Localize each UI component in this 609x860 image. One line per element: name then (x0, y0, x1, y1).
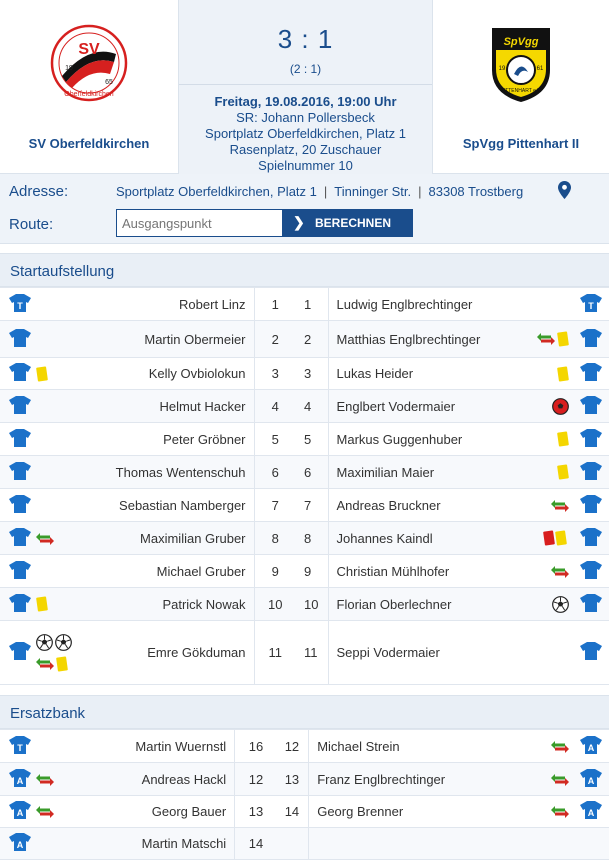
home-shirt (0, 321, 36, 358)
home-team-name[interactable]: SV Oberfeldkirchen (28, 136, 150, 151)
away-shirt (573, 763, 609, 796)
player-row (0, 796, 609, 828)
substitution-icon (537, 332, 555, 346)
home-events (36, 621, 86, 685)
chevron-right-icon: ❯ (293, 214, 305, 230)
away-player-name[interactable]: Christian Mühlhofer (328, 555, 513, 588)
svg-text:19: 19 (498, 66, 506, 72)
away-player-number: 12 (277, 730, 309, 763)
bench-title: Ersatzbank (10, 705, 86, 722)
substitution-icon (36, 805, 54, 819)
shirt-icon (580, 396, 602, 414)
home-player-number: 8 (254, 522, 296, 555)
player-row (0, 423, 609, 456)
yellow-red-card-icon (543, 530, 569, 546)
svg-text:PITTENHART e.V.: PITTENHART e.V. (500, 88, 542, 94)
match-header (0, 0, 609, 174)
home-events (36, 288, 86, 321)
route-start-input[interactable] (116, 209, 283, 237)
away-shirt (573, 456, 609, 489)
away-player-name[interactable]: Lukas Heider (328, 358, 513, 390)
away-events (513, 321, 573, 358)
final-score: 3 : 1 (277, 24, 334, 54)
away-shirt (573, 588, 609, 621)
away-player-number: 14 (277, 796, 309, 828)
svg-text:61: 61 (536, 66, 544, 72)
match-info (179, 94, 432, 174)
home-events (36, 456, 86, 489)
away-player-number: 2 (296, 321, 328, 358)
svg-text:A: A (16, 775, 24, 786)
bench-table (0, 729, 609, 860)
venue: Sportplatz Oberfeldkirchen, Platz 1 (205, 126, 406, 141)
keeper-shirt-icon (9, 736, 31, 754)
away-events (513, 730, 573, 763)
home-player-name[interactable]: Maximilian Gruber (86, 522, 254, 555)
shirt-icon (9, 329, 31, 347)
home-player-number: 7 (254, 489, 296, 522)
svg-text:A: A (587, 742, 595, 753)
away-player-number: 4 (296, 390, 328, 423)
away-shirt (573, 321, 609, 358)
away-shirt (573, 423, 609, 456)
home-shirt (0, 763, 36, 796)
away-player-number: 13 (277, 763, 309, 796)
away-player-number: 3 (296, 358, 328, 390)
shirt-icon (9, 528, 31, 546)
lineup-section-header (0, 253, 609, 287)
home-player-name[interactable]: Andreas Hackl (86, 763, 235, 796)
route-label: Route: (9, 216, 54, 233)
sub-shirt-icon (580, 769, 602, 787)
svg-text:65: 65 (105, 79, 113, 86)
away-player-name[interactable]: Maximilian Maier (328, 456, 513, 489)
sub-shirt-icon (9, 833, 31, 851)
address-venue: Sportplatz Oberfeldkirchen, Platz 1 (116, 184, 317, 199)
home-player-name[interactable]: Michael Gruber (86, 555, 254, 588)
away-shirt (573, 555, 609, 588)
home-player-name[interactable]: Sebastian Namberger (86, 489, 254, 522)
away-events (513, 522, 573, 555)
away-shirt (573, 796, 609, 828)
shirt-icon (580, 363, 602, 381)
away-events (513, 555, 573, 588)
home-player-number: 14 (235, 828, 277, 860)
away-shirt (573, 730, 609, 763)
home-events (36, 390, 86, 423)
away-player-name[interactable]: Florian Oberlechner (328, 588, 513, 621)
lineup-title: Startaufstellung (10, 263, 115, 280)
home-events (36, 321, 86, 358)
home-player-number: 5 (254, 423, 296, 456)
away-player-number: 5 (296, 423, 328, 456)
address-label: Adresse: (9, 183, 69, 200)
address-text[interactable]: Sportplatz Oberfeldkirchen, Platz 1 | Tinninger Str. | 83308 Trostberg (116, 184, 524, 199)
substitution-icon (36, 532, 54, 546)
player-row (0, 588, 609, 621)
away-events (513, 288, 573, 321)
calculate-route-label: BERECHNEN (315, 216, 392, 230)
away-player-number: 7 (296, 489, 328, 522)
svg-text:19: 19 (65, 65, 73, 72)
shirt-icon (9, 561, 31, 579)
away-shirt (573, 358, 609, 390)
away-player-number: 1 (296, 288, 328, 321)
player-row (0, 730, 609, 763)
sub-shirt-icon (9, 801, 31, 819)
home-player-name[interactable]: Kelly Ovbiolokun (86, 358, 254, 390)
away-player-name[interactable]: Markus Guggenhuber (328, 423, 513, 456)
home-player-number: 11 (254, 621, 296, 685)
yellow-card-icon (56, 656, 68, 672)
away-events (513, 358, 573, 390)
away-team-logo (488, 24, 554, 104)
yellow-card-icon (557, 431, 569, 447)
away-player-name[interactable]: Andreas Bruckner (328, 489, 513, 522)
home-shirt (0, 555, 36, 588)
keeper-shirt-icon (580, 294, 602, 312)
home-shirt (0, 522, 36, 555)
home-logo-text: SV (78, 41, 100, 58)
home-player-name[interactable]: Patrick Nowak (86, 588, 254, 621)
home-player-number: 4 (254, 390, 296, 423)
home-player-number: 1 (254, 288, 296, 321)
away-events (513, 456, 573, 489)
home-shirt (0, 489, 36, 522)
match-summary (178, 0, 433, 174)
away-player-name[interactable]: Franz Englbrechtinger (309, 763, 513, 796)
surface-spectators: Rasenplatz, 20 Zuschauer (229, 142, 382, 157)
away-player-number (277, 828, 309, 860)
shirt-icon (580, 561, 602, 579)
substitution-icon (551, 740, 569, 754)
player-row (0, 522, 609, 555)
away-logo-text: SpVgg (503, 36, 539, 48)
home-shirt (0, 358, 36, 390)
away-player-name[interactable]: Seppi Vodermaier (328, 621, 513, 685)
home-shirt (0, 588, 36, 621)
svg-text:A: A (587, 775, 595, 786)
shirt-icon (9, 462, 31, 480)
svg-text:A: A (16, 808, 24, 818)
player-row (0, 390, 609, 423)
away-player-name[interactable]: Johannes Kaindl (328, 522, 513, 555)
away-events (513, 423, 573, 456)
shirt-icon (580, 429, 602, 447)
home-player-name[interactable]: Robert Linz (86, 288, 254, 321)
home-player-name[interactable]: Martin Wuernstl (86, 730, 235, 763)
home-player-name[interactable]: Georg Bauer (86, 796, 235, 828)
shirt-icon (9, 396, 31, 414)
shirt-icon (9, 363, 31, 381)
away-events (513, 588, 573, 621)
home-shirt (0, 390, 36, 423)
home-events (36, 828, 86, 860)
shirt-icon (580, 462, 602, 480)
goal-ball-icon (55, 634, 72, 651)
away-player-number: 6 (296, 456, 328, 489)
away-shirt (573, 828, 609, 860)
shirt-icon (580, 495, 602, 513)
yellow-card-icon (557, 464, 569, 480)
home-events (36, 423, 86, 456)
home-player-number: 16 (235, 730, 277, 763)
home-player-number: 2 (254, 321, 296, 358)
away-player-name[interactable]: Georg Brenner (309, 796, 513, 828)
home-shirt (0, 828, 36, 860)
address-bar (0, 174, 609, 244)
home-shirt (0, 796, 36, 828)
home-shirt (0, 423, 36, 456)
home-shirt (0, 288, 36, 321)
away-events (513, 828, 573, 860)
player-row (0, 288, 609, 321)
shirt-icon (9, 594, 31, 612)
shirt-icon (580, 642, 602, 660)
own-goal-ball-icon (552, 398, 569, 415)
player-row (0, 828, 609, 860)
yellow-card-icon (36, 366, 48, 382)
substitution-icon (551, 773, 569, 787)
sub-shirt-icon (580, 736, 602, 754)
svg-text:Oberfeldkirchen: Oberfeldkirchen (64, 91, 114, 98)
away-player-name[interactable]: Matthias Englbrechtinger (328, 321, 513, 358)
player-row (0, 321, 609, 358)
home-events (36, 796, 86, 828)
home-player-name[interactable]: Thomas Wentenschuh (86, 456, 254, 489)
keeper-shirt-icon (9, 294, 31, 312)
player-row (0, 489, 609, 522)
sub-shirt-icon (9, 769, 31, 787)
substitution-icon (36, 773, 54, 787)
bench-section-header (0, 695, 609, 729)
player-row (0, 456, 609, 489)
referee: SR: Johann Pollersbeck (236, 110, 375, 125)
shirt-icon (9, 495, 31, 513)
shirt-icon (580, 528, 602, 546)
substitution-icon (551, 805, 569, 819)
map-pin-icon[interactable] (558, 181, 571, 199)
home-events (36, 555, 86, 588)
home-shirt (0, 456, 36, 489)
shirt-icon (580, 329, 602, 347)
home-player-number: 6 (254, 456, 296, 489)
divider (179, 84, 432, 85)
goal-ball-icon (552, 596, 569, 613)
shirt-icon (580, 594, 602, 612)
home-team-logo (50, 24, 128, 102)
svg-text:T: T (588, 300, 594, 311)
away-player-name[interactable]: Englbert Vodermaier (328, 390, 513, 423)
player-row (0, 358, 609, 390)
away-team[interactable] (433, 0, 609, 174)
away-shirt (573, 522, 609, 555)
home-player-name[interactable]: Peter Gröbner (86, 423, 254, 456)
match-number: Spielnummer 10 (258, 158, 353, 173)
halftime-score: (2 : 1) (289, 62, 322, 76)
away-events (513, 796, 573, 828)
away-player-number: 8 (296, 522, 328, 555)
away-player-name[interactable]: Ludwig Englbrechtinger (328, 288, 513, 321)
player-row (0, 555, 609, 588)
home-shirt (0, 730, 36, 763)
home-player-name[interactable]: Emre Gökduman (86, 621, 254, 685)
away-shirt (573, 621, 609, 685)
home-events (36, 358, 86, 390)
home-shirt (0, 621, 36, 685)
address-street: Tinninger Str. (334, 184, 412, 199)
home-events (36, 489, 86, 522)
substitution-icon (551, 565, 569, 579)
away-events (513, 390, 573, 423)
shirt-icon (9, 429, 31, 447)
away-shirt (573, 288, 609, 321)
svg-text:T: T (17, 742, 23, 753)
away-player-number: 9 (296, 555, 328, 588)
away-shirt (573, 390, 609, 423)
svg-text:A: A (587, 808, 595, 818)
home-events (36, 522, 86, 555)
svg-text:T: T (17, 300, 23, 311)
yellow-card-icon (557, 331, 569, 347)
address-city: 83308 Trostberg (428, 184, 524, 199)
away-events (513, 489, 573, 522)
home-player-name[interactable]: Martin Matschi (86, 828, 235, 860)
home-team[interactable] (0, 0, 178, 174)
away-player-number: 10 (296, 588, 328, 621)
substitution-icon (36, 657, 54, 671)
yellow-card-icon (557, 366, 569, 382)
home-player-name[interactable]: Martin Obermeier (86, 321, 254, 358)
home-events (36, 730, 86, 763)
lineup-table (0, 287, 609, 685)
home-player-name[interactable]: Helmut Hacker (86, 390, 254, 423)
goal-ball-icon (36, 634, 53, 651)
shirt-icon (9, 642, 31, 660)
away-events (513, 621, 573, 685)
home-player-number: 10 (254, 588, 296, 621)
home-events (36, 588, 86, 621)
yellow-card-icon (36, 596, 48, 612)
away-player-number: 11 (296, 621, 328, 685)
away-team-name[interactable]: SpVgg Pittenhart II (462, 136, 580, 151)
away-shirt (573, 489, 609, 522)
away-player-name (309, 828, 513, 860)
player-row (0, 621, 609, 685)
svg-text:A: A (16, 840, 24, 850)
home-player-number: 12 (235, 763, 277, 796)
away-events (513, 763, 573, 796)
home-player-number: 3 (254, 358, 296, 390)
home-player-number: 9 (254, 555, 296, 588)
substitution-icon (551, 499, 569, 513)
player-row (0, 763, 609, 796)
match-date: Freitag, 19.08.2016, 19:00 Uhr (214, 94, 397, 109)
away-player-name[interactable]: Michael Strein (309, 730, 513, 763)
home-player-number: 13 (235, 796, 277, 828)
home-events (36, 763, 86, 796)
calculate-route-button[interactable] (283, 209, 413, 237)
sub-shirt-icon (580, 801, 602, 819)
